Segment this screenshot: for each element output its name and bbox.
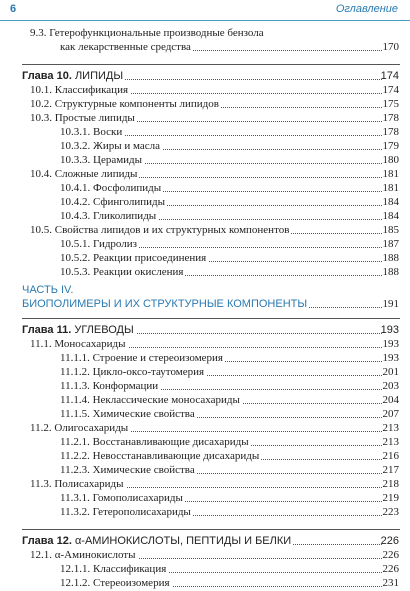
- toc-entry-title: 10.3.3. Церамиды: [60, 154, 143, 166]
- toc-entry-title: 10.5.2. Реакции присоединения: [60, 252, 207, 264]
- toc-entry: [0, 351, 410, 365]
- toc-entry-title: [22, 534, 293, 548]
- toc-entry: [0, 40, 410, 54]
- toc-entry-title: 10.5.3. Реакции окисления: [60, 266, 184, 278]
- toc-entry-title: 10.2. Структурные компоненты липидов: [30, 98, 219, 110]
- toc-entry: [0, 237, 410, 251]
- toc-entry-title: 12.1. α-Аминокислоты: [30, 549, 136, 561]
- toc-page-number: 174: [380, 70, 399, 82]
- toc-entry-title: 10.3.1. Воски: [60, 126, 123, 138]
- toc-entry-title: ЧАСТЬ IV.: [22, 284, 74, 296]
- toc-entry: [0, 251, 410, 265]
- toc-entry: [0, 139, 410, 153]
- toc-part-entry: [0, 297, 410, 311]
- toc-entry-title: 10.5. Свойства липидов и их структурных компонентов: [30, 224, 290, 236]
- page-header: [0, 0, 410, 21]
- toc-entry-title: 12.1.2. Стереоизомерия: [60, 577, 170, 589]
- toc-entry: [0, 576, 410, 590]
- toc-page-number: 217: [382, 464, 399, 476]
- toc-entry: [0, 223, 410, 237]
- toc-entry-title: 11.2.3. Химические свойства: [60, 464, 195, 476]
- toc-entry-title: 11.1.2. Цикло-оксо-таутомерия: [60, 366, 205, 378]
- toc-entry-title: 11.3.1. Гомополисахариды: [60, 492, 183, 504]
- toc-page-number: 179: [382, 140, 399, 152]
- toc-entry: [0, 125, 410, 139]
- toc-chapter-entry: [0, 323, 410, 337]
- toc-entry: [0, 435, 410, 449]
- toc-entry: [0, 421, 410, 435]
- toc-entry-title: 10.3. Простые липиды: [30, 112, 135, 124]
- toc-page-number: 188: [382, 252, 399, 264]
- toc-page-number: 181: [382, 168, 399, 180]
- toc-page-number: 218: [382, 478, 399, 490]
- toc-page-number: 201: [382, 366, 399, 378]
- toc-entry-title: 10.4.2. Сфинголипиды: [60, 196, 165, 208]
- toc-entry: [0, 97, 410, 111]
- chapter-title: УГЛЕВОДЫ: [71, 324, 134, 336]
- toc-entry-title: [22, 69, 125, 83]
- chapter-separator-rule: [22, 64, 400, 65]
- toc-page-number: 226: [380, 535, 399, 547]
- toc-entry: [0, 167, 410, 181]
- toc-entry-title: 11.2. Олигосахариды: [30, 422, 129, 434]
- toc-entry-title: как лекарственные средства: [60, 41, 191, 53]
- toc-page-number: 204: [382, 394, 399, 406]
- toc-chapter-entry: [0, 69, 410, 83]
- toc-entry-title: 11.3. Полисахариды: [30, 478, 124, 490]
- toc-entry: [0, 463, 410, 477]
- toc-entry: [0, 505, 410, 519]
- toc-page-number: 213: [382, 436, 399, 448]
- toc-entry: [0, 26, 410, 40]
- toc-chapter-entry: [0, 534, 410, 548]
- toc-entry: [0, 407, 410, 421]
- toc-entry: [0, 181, 410, 195]
- toc-page-number: 226: [382, 549, 399, 561]
- chapter-title: α-АМИНОКИСЛОТЫ, ПЕПТИДЫ И БЕЛКИ: [71, 535, 292, 547]
- page-number: 6: [10, 3, 17, 15]
- toc-entry: [0, 449, 410, 463]
- toc-entry: [0, 548, 410, 562]
- toc-entry-title: 11.1.4. Неклассические моносахариды: [60, 394, 240, 406]
- toc-page-number: 188: [382, 266, 399, 278]
- toc-entry-title: 10.1. Классификация: [30, 84, 129, 96]
- toc-entry-title: 10.4.1. Фосфолипиды: [60, 182, 162, 194]
- toc-entry: [0, 477, 410, 491]
- toc-page-number: 203: [382, 380, 399, 392]
- toc-page-number: 180: [382, 154, 399, 166]
- toc-entry-title: 10.4. Сложные липиды: [30, 168, 138, 180]
- toc-page-number: 219: [382, 492, 399, 504]
- toc-entry: [0, 337, 410, 351]
- toc-page-number: 174: [382, 84, 399, 96]
- toc-entry-title: 11.3.2. Гетерополисахариды: [60, 506, 191, 518]
- toc-page-number: 185: [382, 224, 399, 236]
- toc-page-number: 213: [382, 422, 399, 434]
- toc-entry: [0, 195, 410, 209]
- toc-entry-title: 11.1.1. Строение и стереоизомерия: [60, 352, 223, 364]
- toc-entry-title: 11.1.3. Конформации: [60, 380, 159, 392]
- toc-page-number: 178: [382, 112, 399, 124]
- chapter-separator-rule: [22, 318, 400, 319]
- toc-page-number: 226: [382, 563, 399, 575]
- toc-entry-title: 11.2.2. Невосстанавливающие дисахариды: [60, 450, 260, 462]
- toc-entry-title: БИОПОЛИМЕРЫ И ИХ СТРУКТУРНЫЕ КОМПОНЕНТЫ: [22, 298, 308, 310]
- toc-entry: [0, 83, 410, 97]
- toc-entry-title: [22, 323, 136, 337]
- chapter-number: Глава 11.: [22, 324, 72, 336]
- toc-entry-title: 11.1. Моносахариды: [30, 338, 126, 350]
- toc-entry: [0, 365, 410, 379]
- chapter-number: Глава 10.: [22, 70, 72, 82]
- toc-page-number: 178: [382, 126, 399, 138]
- toc-entry: [0, 491, 410, 505]
- toc-page-number: 207: [382, 408, 399, 420]
- toc-page-number: 184: [382, 196, 399, 208]
- toc-page-number: 170: [382, 41, 399, 53]
- toc-page-number: 181: [382, 182, 399, 194]
- toc-page-number: 193: [380, 324, 399, 336]
- toc-page-number: 187: [382, 238, 399, 250]
- toc-entry: [0, 265, 410, 279]
- toc-entry: [0, 153, 410, 167]
- toc-entry-title: 11.2.1. Восстанавливающие дисахариды: [60, 436, 249, 448]
- running-title: Оглавление: [335, 3, 398, 15]
- chapter-title: ЛИПИДЫ: [71, 70, 124, 82]
- chapter-number: Глава 12.: [22, 535, 72, 547]
- toc-entry-title: 10.5.1. Гидролиз: [60, 238, 137, 250]
- toc-page-number: 231: [382, 577, 399, 589]
- toc-page-number: 193: [382, 352, 399, 364]
- toc-entry: [0, 209, 410, 223]
- toc-part-entry: [0, 283, 410, 297]
- toc-entry-title: 11.1.5. Химические свойства: [60, 408, 195, 420]
- toc-page-number: 191: [382, 298, 399, 310]
- toc-entry: [0, 379, 410, 393]
- chapter-separator-rule: [22, 529, 400, 530]
- toc-entry: [0, 562, 410, 576]
- toc-page-number: 216: [382, 450, 399, 462]
- toc-entry: [0, 111, 410, 125]
- toc-page-number: 184: [382, 210, 399, 222]
- toc-entry-title: 10.4.3. Гликолипиды: [60, 210, 157, 222]
- toc-entry-title: 9.3. Гетерофункциональные производные бензола: [30, 27, 264, 39]
- toc-page-number: 175: [382, 98, 399, 110]
- toc-page-number: 193: [382, 338, 399, 350]
- toc-entry: [0, 393, 410, 407]
- toc-entry-title: 10.3.2. Жиры и масла: [60, 140, 161, 152]
- toc-page-number: 223: [382, 506, 399, 518]
- toc-entry-title: 12.1.1. Классификация: [60, 563, 167, 575]
